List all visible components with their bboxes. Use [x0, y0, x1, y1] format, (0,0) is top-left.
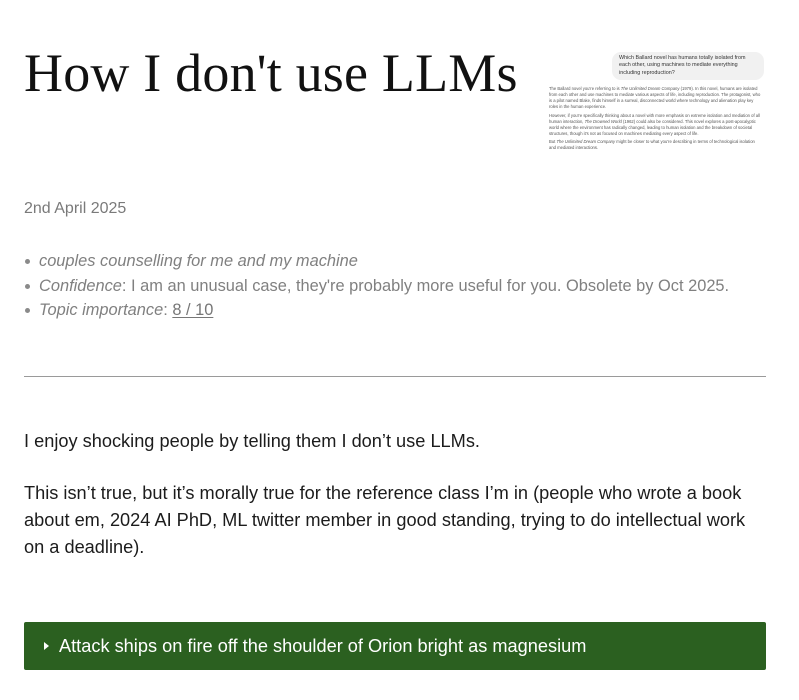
meta-importance: Topic importance: 8 / 10 — [24, 298, 729, 323]
chat-screenshot-thumbnail — [546, 50, 764, 180]
chat-answer-paragraph: However, if you're specifically thinking about a novel with more emphasis on extreme isolation and mediation of all human interaction, The Drowned World (1962) could also be considered. This novel explores a post-apocalyptic world where the environment has radically changed, leading to human isolation and the breakdown of societal structures, though it's not as focused on machines mediating every aspect of life. — [549, 112, 760, 136]
meta-confidence — [24, 274, 729, 299]
chat-user-message: Which Ballard novel has humans totally isolated from each other, using machines to mediate everything including reproduction? — [612, 52, 764, 80]
divider — [24, 376, 766, 377]
importance-link[interactable]: 8 / 10 — [172, 301, 214, 319]
meta-tagline: couples counselling for me and my machine — [24, 249, 729, 274]
chat-assistant-answer — [549, 86, 762, 154]
collapsible-summary-text: Attack ships on fire off the shoulder of Orion bright as magnesium — [59, 635, 587, 656]
collapsible-summary-toggle[interactable] — [24, 622, 766, 670]
confidence-label: Confidence — [39, 276, 122, 295]
post-date: 2nd April 2025 — [24, 200, 127, 217]
body-paragraph: I enjoy shocking people by telling them I don’t use LLMs. — [24, 431, 480, 451]
chat-answer-paragraph: But The Unlimited Dream Company might be closer to what you're describing in terms of technological isolation and mediated interactions. — [549, 139, 755, 151]
disclosure-triangle-icon — [44, 642, 49, 650]
page-title: How I don't use LLMs — [24, 43, 518, 103]
post-meta-list — [24, 249, 729, 323]
confidence-text: : I am an unusual case, they're probably more useful for you. Obsolete by Oct 2025. — [121, 276, 730, 295]
body-paragraph: This isn’t true, but it’s morally true for the reference class I’m in (people who wrote a book about em, 2024 AI PhD, ML twitter member in good standing, trying to do intellectual work on a deadline). — [24, 483, 746, 557]
chat-answer-paragraph: The Ballard novel you're referring to is The Unlimited Dream Company (1979). In this novel, humans are isolated from each other and use machines to mediate various aspects of life, including reproduction. The protagonist, who is a pilot named Blake, finds himself in a surreal, disconnected world where technology and alienation play key roles in the human experience. — [549, 86, 761, 110]
importance-label: Topic importance — [39, 301, 164, 319]
